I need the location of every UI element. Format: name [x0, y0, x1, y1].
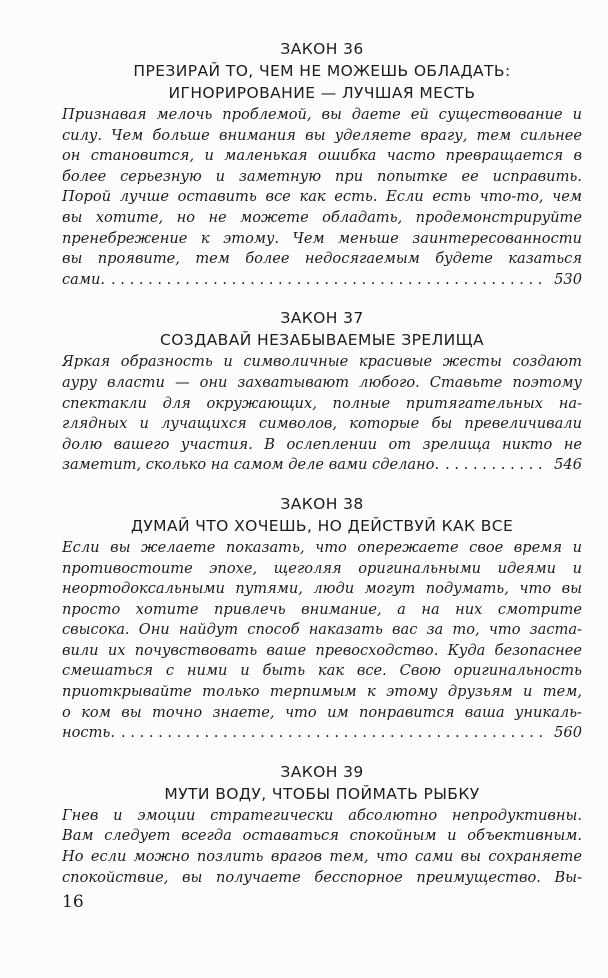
summary-line: смешаться с ними и быть как все. Свою оригинальность [62, 662, 582, 680]
law-title-line: ПРЕЗИРАЙ ТО, ЧЕМ НЕ МОЖЕШЬ ОБЛАДАТЬ: [133, 62, 511, 80]
law-39 [62, 761, 582, 888]
dot-leader [111, 270, 548, 291]
toc-entry[interactable] [62, 723, 582, 744]
summary-line: Признавая мелочь проблемой, вы даете ей существование и [62, 106, 582, 123]
law-number: ЗАКОН 36 [280, 40, 364, 58]
summary-line: вили их почувствовать ваше превосходство. Куда безопаснее [62, 641, 582, 659]
law-36 [62, 38, 582, 290]
law-number: ЗАКОН 37 [280, 309, 364, 328]
page-reference: 530 [554, 270, 582, 288]
summary-line: противостоите эпохе, щеголяя оригинальными идеями и [62, 559, 582, 577]
dot-leader [121, 723, 548, 744]
summary-line: Гнев и эмоции стратегически абсолютно непродуктивны. [62, 806, 582, 824]
law-title [62, 515, 582, 537]
summary-line: просто хотите привлечь внимание, а на них смотрите [62, 600, 582, 618]
summary-line: Порой лучше оставить все как есть. Если есть что-то, чем [62, 188, 582, 206]
toc-entry[interactable] [62, 270, 582, 291]
summary-line: неортодоксальными путями, люди могут подумать, что вы [62, 580, 582, 598]
law-summary [62, 105, 582, 290]
law-title-line: СОЗДАВАЙ НЕЗАБЫВАЕМЫЕ ЗРЕЛИЩА [159, 331, 484, 350]
page-number: 16 [62, 892, 84, 912]
law-title [62, 329, 582, 351]
law-summary [62, 352, 582, 476]
law-title [62, 60, 582, 104]
law-title [62, 783, 582, 805]
law-number: ЗАКОН 39 [280, 762, 364, 781]
summary-line: долю вашего участия. В ослеплении от зрелища никто не [62, 435, 582, 453]
summary-line: вы хотите, но не можете обладать, продемонстрируйте [62, 208, 582, 226]
summary-line: ауру власти — они захватывают любого. Ставьте поэтому [62, 373, 582, 391]
law-38 [62, 493, 582, 744]
dot-leader [445, 455, 548, 476]
summary-line: Вам следует всегда оставаться спокойным и объективным. [62, 827, 582, 845]
summary-line: пренебрежение к этому. Чем меньше заинтересованности [62, 229, 582, 247]
summary-line: приоткрывайте только терпимым к этому друзьям и тем, [62, 683, 582, 701]
summary-line: глядных и лучащихся символов, которые бы превеличивали [62, 415, 582, 433]
summary-line: свысока. Они найдут способ наказать вас за то, что заста- [62, 621, 582, 639]
summary-line: вы проявите, тем более недосягаемым будете казаться [62, 250, 582, 268]
summary-line: Если вы желаете показать, что опережаете свое время и [62, 538, 582, 556]
summary-last-line: сами. [62, 270, 106, 288]
page-reference: 546 [554, 456, 582, 474]
law-number: ЗАКОН 38 [280, 494, 364, 513]
summary-line: более серьезную и заметную при попытке ее исправить. [62, 167, 582, 185]
summary-last-line: заметит, сколько на самом деле вами сделано. [62, 456, 440, 474]
page-reference: 560 [554, 724, 582, 742]
toc-entry[interactable] [62, 455, 582, 476]
book-page [62, 38, 582, 888]
law-title-line: МУТИ ВОДУ, ЧТОБЫ ПОЙМАТЬ РЫБКУ [164, 784, 480, 803]
summary-line: он становится, и маленькая ошибка часто превращается в [62, 147, 582, 165]
law-summary [62, 538, 582, 744]
law-title-line: ДУМАЙ ЧТО ХОЧЕШЬ, НО ДЕЙСТВУЙ КАК ВСЕ [130, 516, 514, 535]
law-summary [62, 806, 582, 888]
law-title-line: ИГНОРИРОВАНИЕ — ЛУЧШАЯ МЕСТЬ [168, 84, 476, 102]
summary-line: о ком вы точно знаете, что им понравится ваша уникаль- [62, 703, 582, 721]
law-37 [62, 307, 582, 476]
summary-line: силу. Чем больше внимания вы уделяете врагу, тем сильнее [62, 126, 582, 144]
summary-line: Но если можно позлить врагов тем, что сами вы сохраняете [62, 848, 582, 866]
summary-last-line: ность. [62, 724, 115, 742]
summary-line: спокойствие, вы получаете бесспорное преимущество. Вы- [62, 868, 582, 886]
summary-line: Яркая образность и символичные красивые жесты создают [62, 353, 582, 371]
summary-line: спектакли для окружающих, полные притягательных на- [62, 394, 582, 412]
